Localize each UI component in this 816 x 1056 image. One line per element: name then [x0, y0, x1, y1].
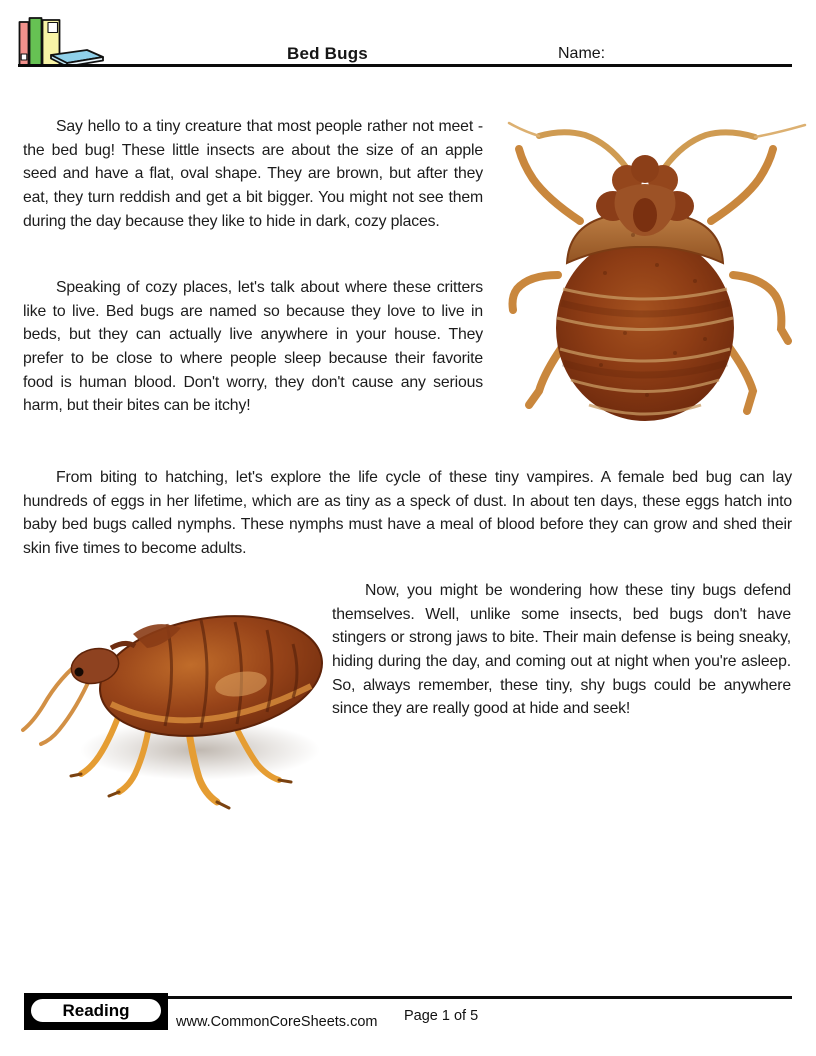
bedbug-dorsal-image	[505, 103, 810, 438]
page-number: Page 1 of 5	[404, 1008, 479, 1024]
footer-divider	[167, 996, 792, 999]
category-badge	[24, 993, 168, 1030]
name-label: Name:	[558, 45, 606, 62]
paragraph-2: Speaking of cozy places, let's talk about where these critters like to live. Bed bugs are named so because they love to live in beds, but they can actually live anywhere in your house. They prefer to be close to where people sleep because their favorite food is human blood. Don't worry, they don't cause any serious harm, but their bites can be itchy!	[23, 278, 483, 415]
page-title: Bed Bugs	[287, 44, 368, 63]
paragraph-3: From biting to hatching, let's explore the life cycle of these tiny vampires. A female bed bug can lay hundreds of eggs in her lifetime, which are as tiny as a speck of dust. In about ten days, these eggs hatch into baby bed bugs called nymphs. These nymphs must have a meal of blood before they can grow and shed their skin five times to become adults.	[23, 468, 792, 557]
website-url: www.CommonCoreSheets.com	[176, 1014, 378, 1030]
paragraph-4: Now, you might be wondering how these tiny bugs defend themselves. Well, unlike some insects, bed bugs don't have stingers or strong jaws to bite. Their main defense is being sneaky, hiding during the day, and coming out at night when you're asleep. So, always remember, these tiny, shy bugs could be anywhere since they are really good at hide and seek!	[332, 581, 791, 718]
paragraph-1: Say hello to a tiny creature that most people rather not meet - the bed bug! These little insects are about the size of an apple seed and have a flat, oval shape. They are brown, but after they eat, they turn reddish and get a bit bigger. You might not see them during the day because they like to hide in dark, cozy places.	[23, 117, 483, 230]
header-divider	[18, 64, 792, 67]
books-logo-icon	[17, 15, 107, 67]
category-badge-pill	[29, 997, 163, 1024]
bedbug-side-image	[15, 588, 333, 820]
category-badge-label: Reading	[62, 1000, 130, 1020]
